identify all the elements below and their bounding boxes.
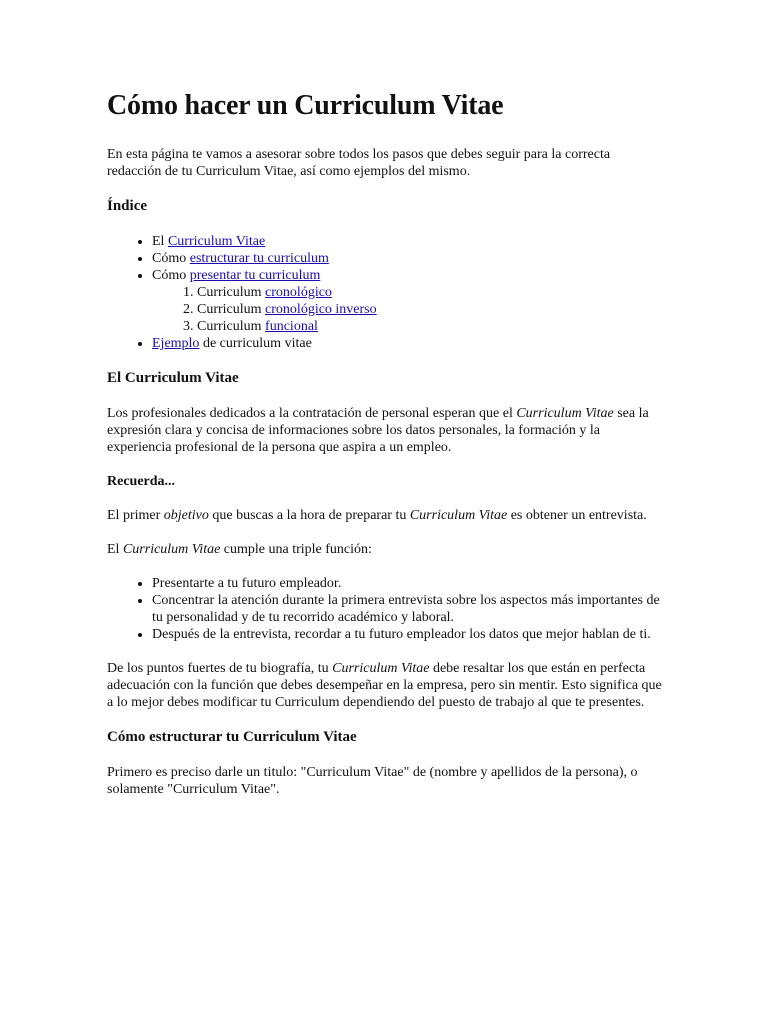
text-run: El bbox=[107, 542, 123, 557]
index-item-suffix: de curriculum vitae bbox=[199, 336, 312, 351]
function-list-item: • Después de la entrevista, recordar a tu futuro empleador los datos que mejor hablan de ti. bbox=[152, 626, 667, 643]
function-list-item: • Concentrar la atención durante la primera entrevista sobre los aspectos más importantes de tu personalidad y de tu recorrido académico y laboral. bbox=[152, 592, 667, 626]
index-item bbox=[152, 233, 667, 250]
text-run: cumple una triple función: bbox=[220, 542, 372, 557]
link-funcional[interactable]: funcional bbox=[265, 319, 318, 334]
function-list bbox=[107, 575, 667, 643]
index-list bbox=[107, 233, 667, 352]
text-run: que buscas a la hora de preparar tu bbox=[208, 508, 410, 523]
index-sublist bbox=[152, 284, 667, 335]
recuerda-label: Recuerda... bbox=[107, 474, 176, 489]
index-item bbox=[152, 335, 667, 352]
index-item-prefix: Cómo bbox=[152, 251, 190, 266]
index-item bbox=[152, 267, 667, 335]
index-subitem-prefix: Curriculum bbox=[197, 285, 266, 300]
emphasis-text: Curriculum Vitae bbox=[122, 542, 221, 557]
index-subitem-prefix: Curriculum bbox=[197, 302, 266, 317]
page-title: Cómo hacer un Curriculum Vitae bbox=[107, 90, 504, 121]
link-cronologico-inverso[interactable]: cronológico inverso bbox=[265, 302, 377, 317]
section1-paragraph bbox=[107, 405, 667, 456]
text-run: es obtener un entrevista. bbox=[507, 508, 647, 523]
text-run: sea la expresión clara y concisa de informaciones sobre los datos personales, la formación y la experiencia profesional de la persona que aspira a un empleo. bbox=[107, 406, 649, 455]
emphasis-text: Curriculum Vitae bbox=[516, 406, 614, 421]
link-cronologico[interactable]: cronológico bbox=[265, 285, 332, 300]
text-run: De los puntos fuertes de tu biografía, tu bbox=[107, 661, 333, 676]
function-paragraph bbox=[107, 541, 667, 558]
link-curriculum-vitae[interactable]: Curriculum Vitae bbox=[167, 234, 266, 249]
section-heading-curriculum-vitae: El Curriculum Vitae bbox=[107, 370, 239, 386]
index-item-prefix: Cómo bbox=[152, 268, 190, 283]
index-subitem bbox=[197, 284, 667, 301]
index-item bbox=[152, 250, 667, 267]
document-content bbox=[107, 88, 667, 815]
index-subitem bbox=[197, 301, 667, 318]
index-subitem bbox=[197, 318, 667, 335]
function-list-item: • Presentarte a tu futuro empleador. bbox=[152, 575, 667, 592]
index-item-prefix: El bbox=[152, 234, 168, 249]
strengths-paragraph bbox=[107, 660, 667, 711]
section-heading-estructurar: Cómo estructurar tu Curriculum Vitae bbox=[107, 729, 357, 745]
link-presentar[interactable]: presentar tu curriculum bbox=[189, 268, 321, 283]
emphasis-text: Curriculum Vitae bbox=[332, 661, 430, 676]
emphasis-text: objetivo bbox=[163, 508, 209, 523]
index-subitem-prefix: Curriculum bbox=[197, 319, 266, 334]
intro-paragraph: En esta página te vamos a asesorar sobre todos los pasos que debes seguir para la correcta redacción de tu Curriculum Vitae, así como ejemplos del mismo. bbox=[107, 147, 611, 179]
link-estructurar[interactable]: estructurar tu curriculum bbox=[189, 251, 329, 266]
section2-paragraph: Primero es preciso darle un titulo: "Curriculum Vitae" de (nombre y apellidos de la persona), o solamente "Curriculum Vitae". bbox=[107, 765, 638, 797]
emphasis-text: Curriculum Vitae bbox=[409, 508, 508, 523]
link-ejemplo[interactable]: Ejemplo bbox=[152, 336, 200, 351]
text-run: El primer bbox=[107, 508, 164, 523]
objective-paragraph bbox=[107, 507, 667, 524]
index-heading: Índice bbox=[107, 198, 148, 214]
text-run: Los profesionales dedicados a la contratación de personal esperan que el bbox=[107, 406, 517, 421]
text-run: debe resaltar los que están en perfecta adecuación con la función que debes desempeñar en la empresa, pero sin mentir. Esto significa que a lo mejor debes modificar tu Curriculum dependiendo del puesto de trabajo al que te presentes. bbox=[107, 661, 662, 710]
